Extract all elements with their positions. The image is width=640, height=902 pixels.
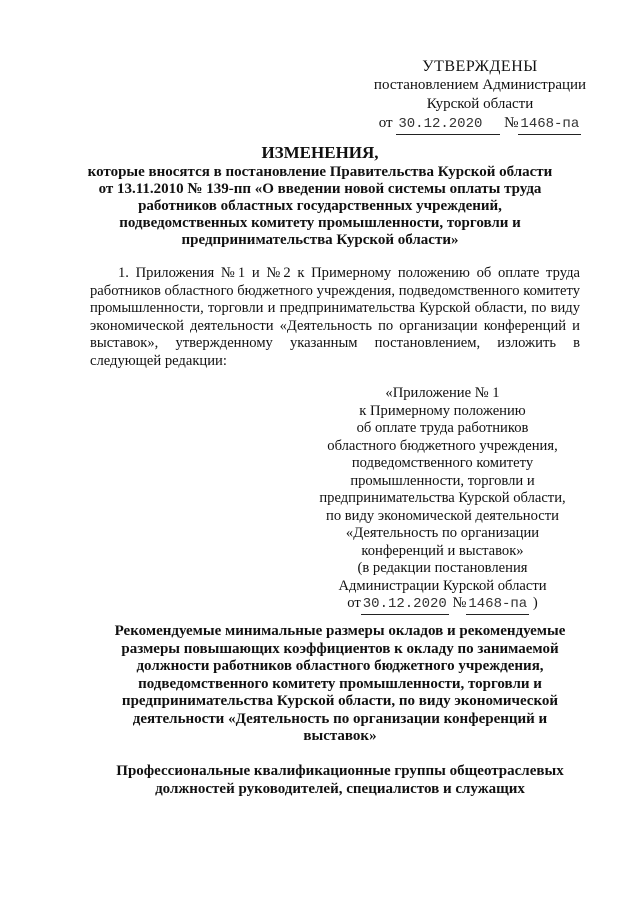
salary-heading-line: должности работников областного бюджетного учреждения,	[136, 658, 544, 674]
appendix-closing: )	[532, 595, 538, 611]
appendix-block	[305, 385, 580, 615]
appendix-date-line	[305, 595, 580, 615]
approval-number: 1468-па	[518, 115, 581, 135]
title-line-1: которые вносятся в постановление Правительства Курской области	[87, 164, 553, 180]
approval-block	[330, 57, 630, 135]
title-line-4: подведомственных комитету промышленности, торговли и	[119, 215, 521, 231]
approval-line-3: Курской области	[426, 96, 534, 112]
appendix-line: предпринимательства Курской области,	[319, 490, 566, 506]
appendix-date-field	[361, 595, 449, 615]
appendix-line: конференций и выставок»	[361, 542, 524, 559]
title-line-3: работников областных государственных учреждений,	[138, 198, 502, 214]
appendix-line: к Примерному положению	[359, 402, 526, 419]
qualification-heading-line: должностей руководителей, специалистов и служащих	[155, 780, 525, 797]
salary-heading-line: размеры повышающих коэффициентов к окладу по занимаемой	[121, 640, 559, 657]
qualification-heading-line: Профессиональные квалификационные группы общеотраслевых	[116, 763, 564, 779]
salary-heading-line: деятельности «Деятельность по организации конференций и	[132, 710, 548, 727]
paragraph-1: 1. Приложения №1 и №2 к Примерному положению об оплате труда работников областного бюджетного учреждения, подведомственного комитету промышленности, торговли и предпринимательства Курской области, по виду экономической деятельности «Деятельность по организации конференций и выставок», утвержденному указанным постановлением, изложить в следующей редакции:	[90, 265, 580, 369]
approval-title: УТВЕРЖДЕНЫ	[422, 58, 538, 75]
salary-heading	[95, 623, 585, 746]
appendix-number-prefix: №	[452, 595, 467, 611]
appendix-line: (в редакции постановления	[357, 560, 528, 576]
approval-date-field	[396, 114, 500, 135]
salary-heading-line: Рекомендуемые минимальные размеры окладов и рекомендуемые	[114, 623, 566, 639]
appendix-line: подведомственного комитету	[351, 455, 534, 471]
appendix-line: об оплате труда работников	[356, 420, 529, 436]
appendix-number-field	[466, 595, 529, 615]
appendix-line: «Приложение № 1	[385, 385, 500, 401]
title-heading: ИЗМЕНЕНИЯ,	[261, 143, 379, 162]
salary-heading-line: предпринимательства Курской области, по виду экономической	[121, 693, 559, 709]
appendix-number: 1468-па	[468, 596, 528, 612]
appendix-line: областного бюджетного учреждения,	[327, 437, 558, 454]
title-line-2: от 13.11.2010 № 139-пп «О введении новой системы оплаты труда	[98, 181, 542, 197]
approval-line-2: постановлением Администрации	[373, 77, 587, 93]
approval-date-prefix: от	[378, 115, 393, 131]
approval-date: 30.12.2020	[398, 116, 483, 132]
document-title	[70, 144, 570, 249]
qualification-groups-heading	[95, 763, 585, 798]
appendix-date-prefix: от	[347, 595, 361, 611]
appendix-line: «Деятельность по организации	[345, 525, 540, 541]
salary-heading-line: выставок»	[303, 728, 377, 744]
appendix-line: по виду экономической деятельности	[326, 507, 559, 524]
salary-heading-line: подведомственного комитету промышленности, торговли и	[138, 675, 542, 692]
appendix-date: 30.12.2020	[362, 596, 447, 612]
approval-number-prefix: №	[504, 115, 519, 131]
appendix-line: Администрации Курской области	[338, 577, 547, 594]
title-line-5: предпринимательства Курской области»	[181, 232, 459, 248]
approval-date-line	[330, 114, 630, 135]
appendix-line: промышленности, торговли и	[350, 472, 535, 489]
